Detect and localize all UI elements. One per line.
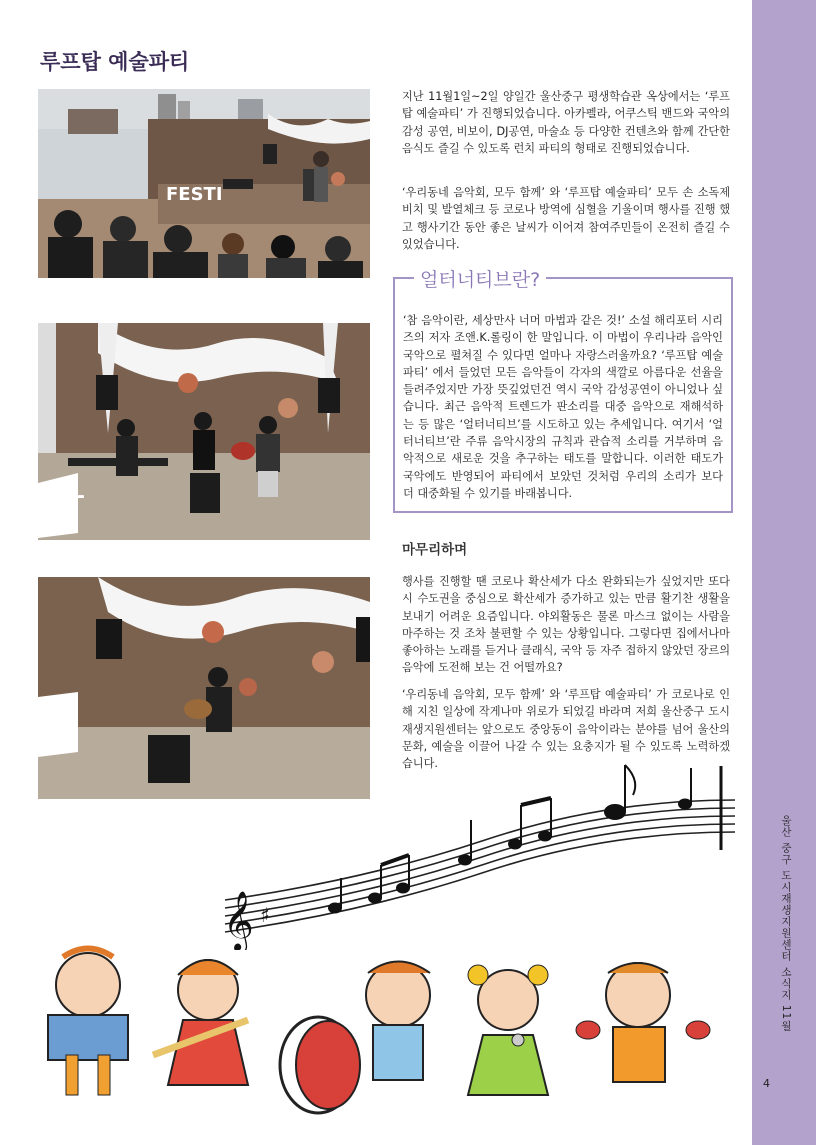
photo-rooftop-audience	[38, 89, 370, 278]
sharp-icon: ♯	[260, 903, 270, 927]
closing-paragraph-2: ‘우리동네 음악회, 모두 함께’ 와 ‘루프탑 예술파티’ 가 코로나로 인해 지친 일상에 작게나마 위로가 되었길 바라며 저희 울산중구 도시재생지원센터는 앞으로도 중앙동이 음악이라는 분야를 넘어 울산의 문화, 예술을 이끌어 나갈 수 있는 요충지가 될 수 있도록 노력하겠습니다.	[402, 688, 730, 771]
box-text: ‘참 음악이란, 세상만사 너머 마법과 같은 것!’ 소설 해리포터 시리즈의 저자 조앤.K.롤링이 한 말입니다. 이 마법이 우리나라 음악인 국악으로 펼쳐질 수 있다면 얼마나 자랑스러울까요? ‘루프탑 예술파티’ 에서 들었던 모든 음악들이 각자의 색깔로 아름다운 선율을 들려주었지만 가장 뜻깊었던건 역시 국악 감성공연이 아니었나 싶습니다. 최근 음악적 트렌드가 판소리를 대중 음악으로 재해석하는 등 많은 ‘얼터너티브’를 시도하고 있는 추세입니다. 여기서 ‘얼터너티브’란 주류 음악시장의 규칙과 관습적 소리를 거부하며 음악적으로 새로운 것을 추구하는 태도를 말합니다. 이러한 태도가 국악에도 반영되어 파티에서 보았던 것처럼 우리의 소리가 보다 더 대중화될 수 있기를 바래봅니다.	[403, 314, 723, 500]
closing-paragraph-1: 행사를 진행할 땐 코로나 확산세가 다소 완화되는가 싶었지만 또다시 수도권을 중심으로 확산세가 증가하고 있는 만큼 활기찬 생활을 보내기 어려운 요즘입니다. 야외활동은 물론 마스크 없이는 사람을 마주하는 것 조차 불편할 수 있는 상황입니다. 그렇다면 집에서나마 좋아하는 노래를 듣거나 클래식, 국악 등 자주 접하지 않았던 장르의 음악에 도전해 보는 건 어떨까요?	[402, 575, 730, 675]
box-title: 얼터너티브란?	[414, 265, 546, 292]
kids-band-illustration	[38, 945, 728, 1115]
page-number: 4	[763, 1077, 770, 1090]
newsletter-title: 울산 중구 도시재생지원센터 소식지 11월	[780, 815, 792, 1032]
music-staff-illustration	[215, 760, 745, 950]
photo-sign-text: FESTI	[166, 184, 223, 205]
photo-sign-text-2: VAL	[42, 479, 85, 503]
closing-heading: 마무리하며	[402, 542, 468, 558]
page-title: 루프탑 예술파티	[40, 50, 190, 74]
intro-paragraph-1: 지난 11월1일~2일 양일간 울산중구 평생학습관 옥상에서는 ‘루프탑 예술파티’ 가 진행되었습니다. 아카펠라, 어쿠스틱 밴드와 국악의 감성 공연, 비보이, DJ공연, 마술쇼 등 다양한 컨텐츠와 함께 간단한 음식도 즐길 수 있도록 런치 파티의 형태로 진행되었습니다.	[402, 90, 730, 155]
alternative-box	[393, 269, 733, 513]
intro-paragraph-2: ‘우리동네 음악회, 모두 함께’ 와 ‘루프탑 예술파티’ 모두 손 소독제 비치 및 발열체크 등 코로나 방역에 심혈을 기울이며 행사를 진행 했고 행사기간 동안 좋은 날씨가 이어져 참여주민들이 온전히 즐길 수 있었습니다.	[402, 186, 730, 251]
treble-clef-icon: 𝄞	[223, 891, 254, 950]
photo-trio-performance	[38, 323, 370, 540]
